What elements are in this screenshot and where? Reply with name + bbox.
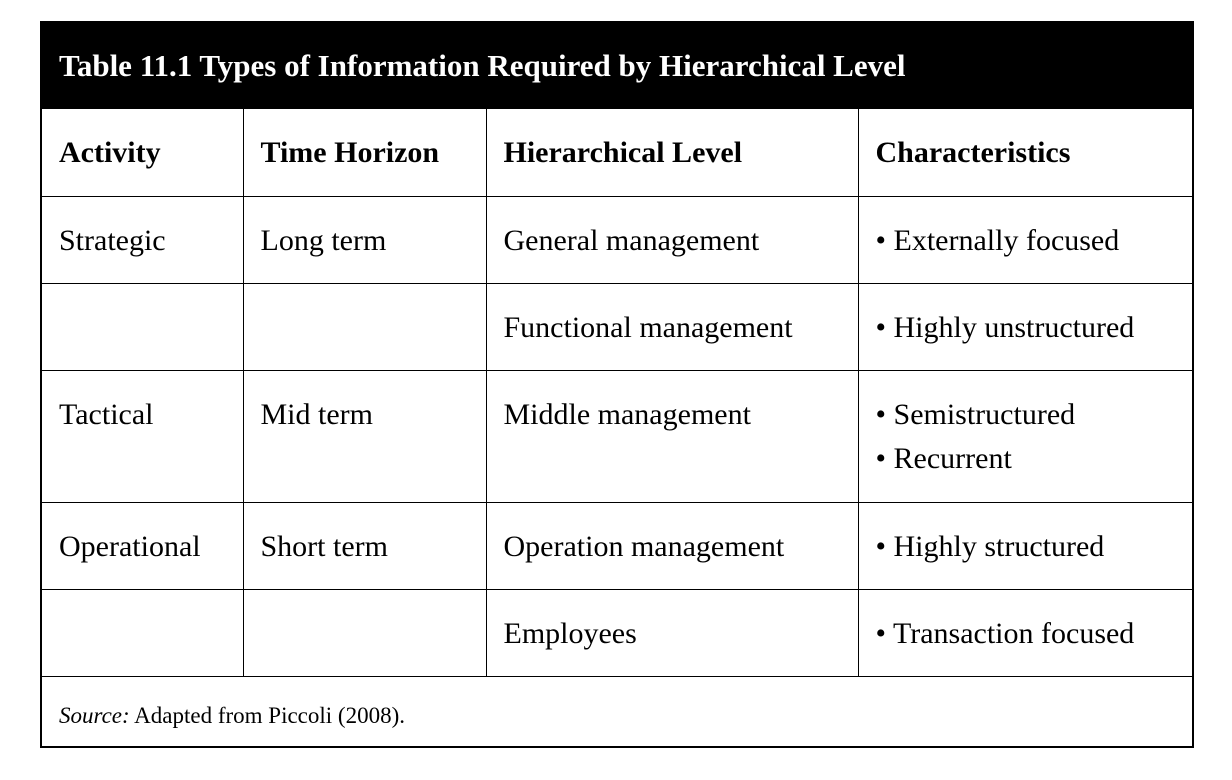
table-title: Table 11.1 Types of Information Required by Hierarchical Level	[42, 23, 1192, 109]
cell-activity	[42, 283, 243, 370]
information-table	[42, 109, 1192, 677]
characteristic-item: • Recurrent	[875, 441, 1012, 475]
header-row	[42, 109, 1192, 196]
characteristic-item: • Highly unstructured	[875, 310, 1135, 344]
cell-characteristics	[858, 283, 1192, 370]
cell-activity	[42, 589, 243, 676]
source-label: Source:	[59, 702, 130, 728]
cell-characteristics	[858, 589, 1192, 676]
table-row	[42, 196, 1192, 283]
cell-level: Operation management	[486, 502, 858, 589]
table-container	[40, 21, 1194, 748]
table-row	[42, 370, 1192, 502]
cell-level: Middle management	[486, 370, 858, 502]
cell-time-horizon	[243, 283, 486, 370]
header-time-horizon: Time Horizon	[243, 109, 486, 196]
header-characteristics: Characteristics	[858, 109, 1192, 196]
table-row	[42, 283, 1192, 370]
source-note	[42, 677, 1192, 750]
table-row	[42, 502, 1192, 589]
cell-level: General management	[486, 196, 858, 283]
cell-level: Employees	[486, 589, 858, 676]
cell-time-horizon	[243, 589, 486, 676]
cell-activity: Strategic	[42, 196, 243, 283]
cell-characteristics	[858, 196, 1192, 283]
header-hierarchical-level: Hierarchical Level	[486, 109, 858, 196]
cell-activity: Operational	[42, 502, 243, 589]
cell-time-horizon: Mid term	[243, 370, 486, 502]
header-activity: Activity	[42, 109, 243, 196]
cell-time-horizon: Long term	[243, 196, 486, 283]
source-text: Adapted from Piccoli (2008).	[129, 702, 405, 728]
characteristic-item: • Semistructured	[875, 397, 1076, 431]
table-row	[42, 589, 1192, 676]
cell-level: Functional management	[486, 283, 858, 370]
characteristic-item: • Transaction focused	[875, 616, 1135, 650]
characteristic-item: • Highly structured	[875, 529, 1105, 563]
cell-activity: Tactical	[42, 370, 243, 502]
cell-characteristics	[858, 370, 1192, 502]
cell-time-horizon: Short term	[243, 502, 486, 589]
cell-characteristics	[858, 502, 1192, 589]
characteristic-item: • Externally focused	[875, 223, 1120, 257]
